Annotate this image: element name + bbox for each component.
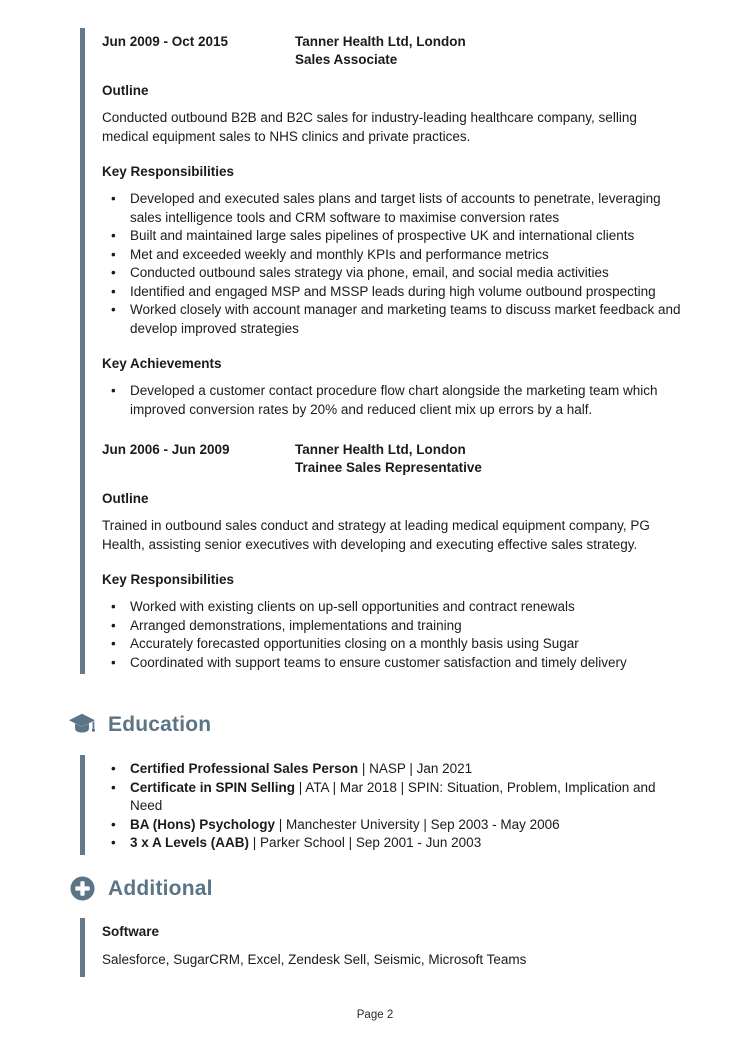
outline-heading: Outline <box>102 83 149 98</box>
bullet-item: • Accurately forecasted opportunities closing on a monthly basis using Sugar <box>102 635 685 654</box>
responsibilities-heading: Key Responsibilities <box>102 164 235 179</box>
job-entry-sales-associate <box>102 33 685 419</box>
job-entry-trainee-sales-representative <box>102 441 685 672</box>
education-section <box>80 755 685 855</box>
responsibilities-list <box>102 598 685 672</box>
software-heading: Software <box>102 923 160 939</box>
job-dates: Jun 2009 - Oct 2015 <box>102 34 229 49</box>
additional-section-heading <box>68 876 750 902</box>
education-item: • 3 x A Levels (AAB) | Parker School | Sep 2001 - Jun 2003 <box>102 834 685 853</box>
outline-text: Conducted outbound B2B and B2C sales for industry-leading healthcare company, selling medical equipment sales to NHS clinics and private practices. <box>102 110 637 144</box>
job-company: Tanner Health Ltd, London <box>295 34 466 49</box>
bullet-item: • Developed a customer contact procedure flow chart alongside the marketing team which improved conversion rates by 20% and reduced client mix up errors by a half. <box>102 382 685 419</box>
education-item: • Certificate in SPIN Selling | ATA | Mar 2018 | SPIN: Situation, Problem, Implication and Need <box>102 779 685 816</box>
achievements-heading: Key Achievements <box>102 356 222 371</box>
bullet-item: • Worked closely with account manager and marketing teams to discuss market feedback and develop improved strategies <box>102 301 685 338</box>
education-section-heading <box>68 712 750 738</box>
bullet-item: • Built and maintained large sales pipelines of prospective UK and international clients <box>102 227 685 246</box>
achievements-list <box>102 382 685 419</box>
job-header <box>102 441 685 477</box>
bullet-item: • Arranged demonstrations, implementations and training <box>102 617 685 636</box>
experience-section <box>80 28 685 674</box>
education-list <box>102 760 685 853</box>
additional-section <box>80 918 685 977</box>
education-item: • BA (Hons) Psychology | Manchester University | Sep 2003 - May 2006 <box>102 816 685 835</box>
job-header <box>102 33 685 69</box>
bullet-item: • Worked with existing clients on up-sell opportunities and contract renewals <box>102 598 685 617</box>
plus-circle-icon <box>68 876 96 902</box>
job-company: Tanner Health Ltd, London <box>295 442 466 457</box>
job-role: Sales Associate <box>295 52 398 67</box>
bullet-item: • Coordinated with support teams to ensure customer satisfaction and timely delivery <box>102 654 685 673</box>
bullet-item: • Conducted outbound sales strategy via phone, email, and social media activities <box>102 264 685 283</box>
page-number: Page 2 <box>356 1009 394 1021</box>
job-org <box>295 441 482 477</box>
bullet-item: • Identified and engaged MSP and MSSP leads during high volume outbound prospecting <box>102 283 685 302</box>
job-dates: Jun 2006 - Jun 2009 <box>102 442 230 457</box>
graduation-cap-icon <box>68 712 96 738</box>
software-list-text: Salesforce, SugarCRM, Excel, Zendesk Sell, Seismic, Microsoft Teams <box>102 951 527 967</box>
section-title-education: Education <box>108 713 212 736</box>
outline-text: Trained in outbound sales conduct and strategy at leading medical equipment company, PG Health, assisting senior executives with developing and executing effective sales strategy. <box>102 518 650 552</box>
bullet-item: • Met and exceeded weekly and monthly KPIs and performance metrics <box>102 246 685 265</box>
outline-heading: Outline <box>102 491 149 506</box>
job-org <box>295 33 466 69</box>
bullet-item: • Developed and executed sales plans and target lists of accounts to penetrate, leveraging sales intelligence tools and CRM software to maximise conversion rates <box>102 190 685 227</box>
section-title-additional: Additional <box>108 876 213 900</box>
responsibilities-list <box>102 190 685 338</box>
responsibilities-heading: Key Responsibilities <box>102 572 235 587</box>
education-item: • Certified Professional Sales Person | NASP | Jan 2021 <box>102 760 685 779</box>
job-role: Trainee Sales Representative <box>295 460 482 475</box>
